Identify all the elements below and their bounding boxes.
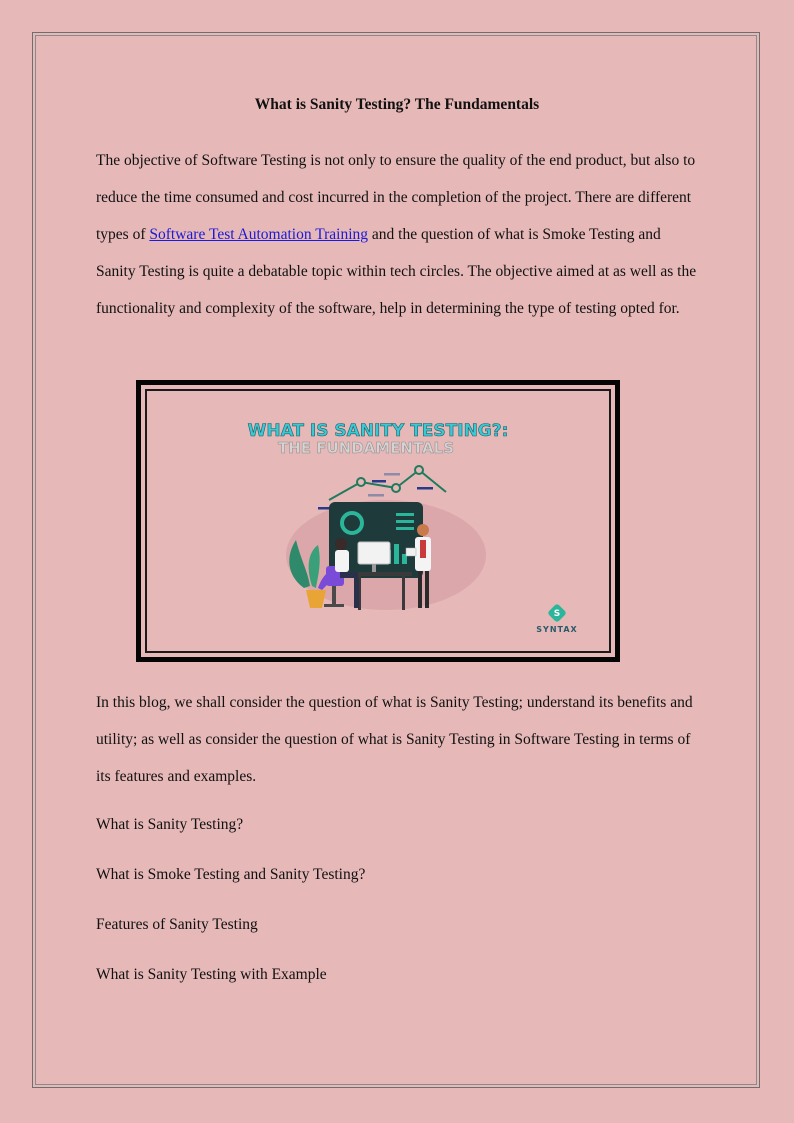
toc-item-smoke-and-sanity: What is Smoke Testing and Sanity Testing?	[96, 866, 366, 883]
toc-item-what-is-sanity-testing: What is Sanity Testing?	[96, 816, 244, 833]
syntax-logo-text: SYNTAX	[536, 625, 578, 634]
software-test-automation-training-link[interactable]: Software Test Automation Training	[149, 226, 369, 243]
intro-text-part2: and the question of what is Smoke Testing and Sanity Testing is quite a debatable topic within tech circles. The objective aimed at as well as the functionality and complexity of the software, help in determining the type of testing opted for.	[96, 226, 697, 317]
toc-item-features: Features of Sanity Testing	[96, 916, 258, 933]
svg-text:S: S	[553, 609, 561, 619]
syntax-logo	[536, 603, 577, 634]
blog-overview-paragraph: In this blog, we shall consider the question of what is Sanity Testing; understand its benefits and utility; as well as consider the question of what is Sanity Testing in Software Testing in terms of its features and examples.	[96, 694, 693, 785]
banner-image	[136, 380, 620, 662]
toc-item-example: What is Sanity Testing with Example	[96, 966, 327, 983]
banner-heading-line1: WHAT IS SANITY TESTING?:	[247, 421, 509, 441]
intro-text-part1: The objective of Software Testing is not only to ensure the quality of the end product, but also to reduce the time consumed and cost incurred in the completion of the project. There are different types of	[96, 152, 696, 243]
banner-heading-line2: THE FUNDAMENTALS	[277, 439, 455, 457]
article-title: What is Sanity Testing? The Fundamentals	[254, 96, 540, 113]
intro-paragraph	[96, 142, 700, 327]
banner-illustration	[136, 380, 620, 662]
